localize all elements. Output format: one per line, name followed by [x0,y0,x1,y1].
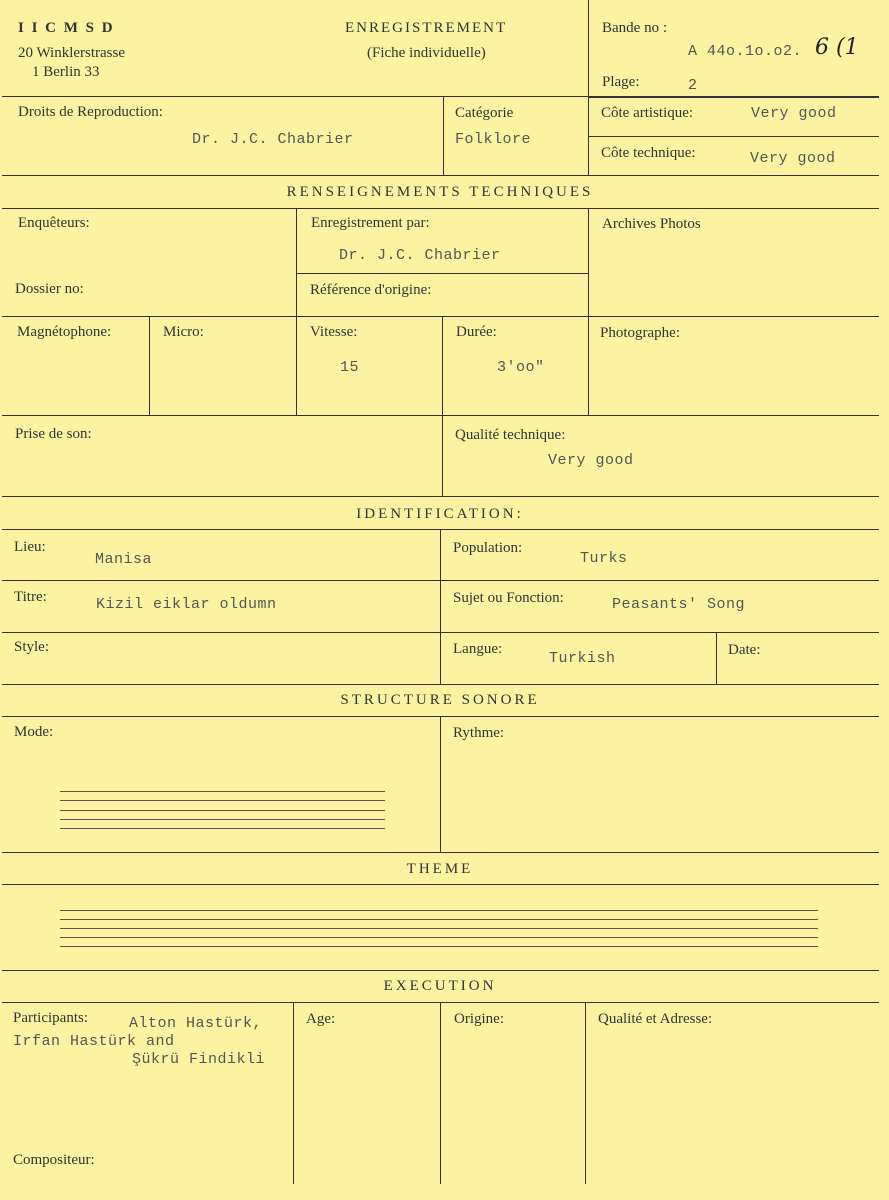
rule [2,415,879,416]
style-label: Style: [14,639,50,655]
prise-label: Prise de son: [15,426,92,442]
sujet-value: Peasants' Song [612,596,746,613]
rule [2,96,879,97]
titre-label: Titre: [14,589,47,605]
rule [440,529,441,684]
rule [2,852,879,853]
cote-technique-value: Very good [750,150,836,167]
rule [2,208,879,209]
cote-artistique-value: Very good [751,105,837,122]
section-title-theme: THEME [406,861,474,877]
mode-staff-line [60,819,385,820]
magnetophone-label: Magnétophone: [17,324,112,340]
enqueteurs-label: Enquêteurs: [18,215,90,231]
participants-line-2: Irfan Hastürk and [13,1033,175,1050]
theme-staff-line [60,910,818,911]
org-name: I I C M S D [18,20,115,36]
droits-value: Dr. J.C. Chabrier [192,131,354,148]
qualite-adresse-label: Qualité et Adresse: [598,1011,713,1027]
qualite-technique-label: Qualité technique: [455,427,566,443]
plage-label: Plage: [602,74,640,90]
rule [293,1002,294,1184]
rule [296,273,588,274]
form-subtitle: (Fiche individuelle) [367,45,486,61]
section-title-structure: STRUCTURE SONORE [340,692,540,708]
mode-staff-line [60,810,385,811]
rule [588,208,589,415]
section-title-technique: RENSEIGNEMENTS TECHNIQUES [286,184,594,200]
bande-label: Bande no : [602,20,667,36]
sujet-label: Sujet ou Fonction: [453,590,564,606]
mode-staff-line [60,800,385,801]
section-title-identification: IDENTIFICATION: [356,506,524,522]
theme-staff-line [60,946,818,947]
participants-line-3: Şükrü Findikli [132,1051,266,1068]
mode-label: Mode: [14,724,54,740]
section-title-execution: EXECUTION [383,978,497,994]
lieu-label: Lieu: [14,539,46,555]
categorie-value: Folklore [455,131,532,148]
mode-staff-line [60,791,385,792]
theme-staff-line [60,937,818,938]
duree-value: 3'oo" [497,359,545,376]
rule [2,175,879,176]
address-line-2: 1 Berlin 33 [32,64,100,80]
rule [2,316,879,317]
mode-staff-line [60,828,385,829]
age-label: Age: [306,1011,336,1027]
bande-handwritten: 6 (1 [815,35,859,60]
enregistrement-value: Dr. J.C. Chabrier [339,247,501,264]
micro-label: Micro: [163,324,204,340]
rule [149,316,150,415]
bande-value: A 44o.1o.o2. [688,43,803,60]
participants-label: Participants: [13,1010,88,1026]
vitesse-value: 15 [340,359,360,376]
categorie-label: Catégorie [455,105,514,121]
duree-label: Durée: [456,324,497,340]
cote-technique-label: Côte technique: [601,145,696,161]
rule [2,884,879,885]
rule [2,496,879,497]
langue-label: Langue: [453,641,503,657]
rule [716,632,717,684]
rule [443,96,444,175]
enregistrement-label: Enregistrement par: [311,215,430,231]
theme-staff-line [60,928,818,929]
archives-label: Archives Photos [602,216,701,232]
rule [440,716,441,852]
vitesse-label: Vitesse: [310,324,358,340]
cote-artistique-label: Côte artistique: [601,105,694,121]
compositeur-label: Compositeur: [13,1152,95,1168]
photographe-label: Photographe: [600,325,680,341]
origine-label: Origine: [454,1011,504,1027]
form-title: ENREGISTREMENT [345,20,508,36]
langue-value: Turkish [549,650,616,667]
population-value: Turks [580,550,628,567]
rythme-label: Rythme: [453,725,505,741]
rule [588,97,879,98]
rule [588,0,589,175]
qualite-technique-value: Very good [548,452,634,469]
date-label: Date: [728,642,761,658]
dossier-label: Dossier no: [15,281,84,297]
participants-line-1: Alton Hastürk, [129,1015,263,1032]
theme-staff-line [60,919,818,920]
rule [2,684,879,685]
reference-label: Référence d'origine: [310,282,432,298]
rule [296,208,297,415]
rule [588,136,879,137]
address-line-1: 20 Winklerstrasse [18,45,126,61]
droits-label: Droits de Reproduction: [18,104,163,120]
rule [442,316,443,496]
titre-value: Kizil eiklar oldumn [96,596,277,613]
rule [585,1002,586,1184]
lieu-value: Manisa [95,551,153,568]
plage-value: 2 [688,77,698,94]
rule [2,970,879,971]
population-label: Population: [453,540,523,556]
rule [440,1002,441,1184]
